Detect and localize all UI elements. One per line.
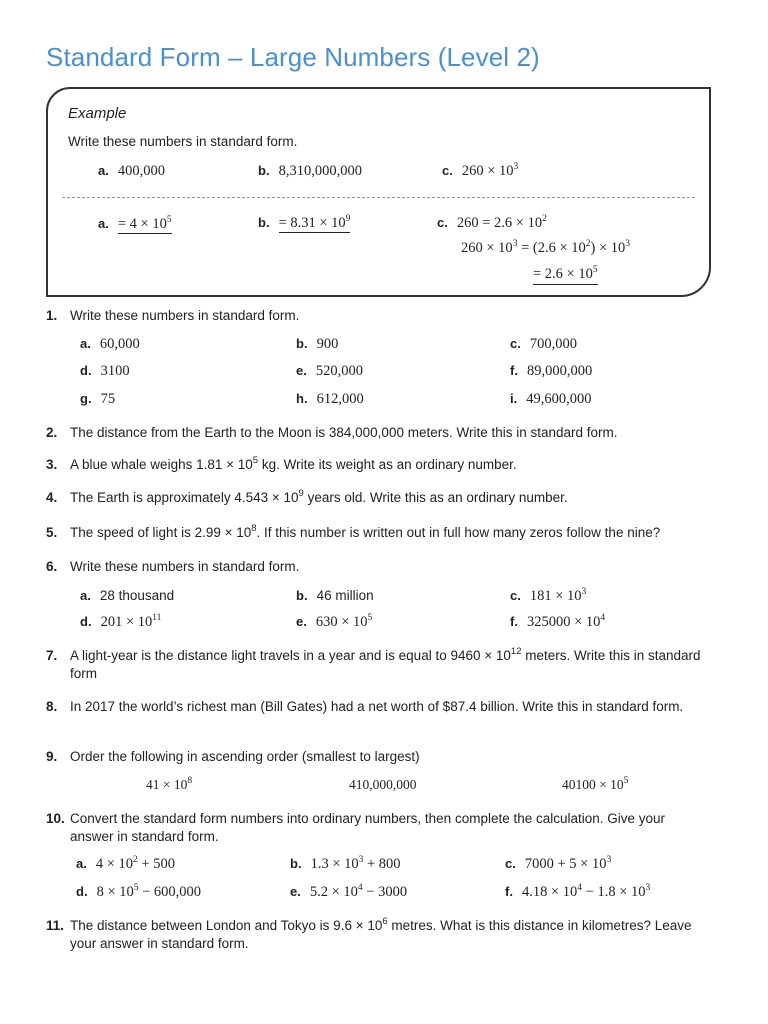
question-2: 2. The distance from the Earth to the Moon is 384,000,000 meters. Write this in standard form. [46, 425, 618, 440]
question-4: 4. The Earth is approximately $4.543 \times 10^9$ years old. Write this as an ordinary number. [46, 488, 568, 505]
q1-item-d: d. 3100 [80, 363, 130, 379]
example-question-b: b. 8,310,000,000 [258, 163, 362, 179]
q1-item-a: a. 60,000 [80, 336, 140, 352]
question-8: 8. In 2017 the world’s richest man (Bill Gates) had a net worth of $87.4 billion. Write this in standard form. [46, 699, 684, 714]
q9-value-2: 410,000,000 [349, 777, 417, 792]
example-box [46, 87, 711, 297]
q6-item-d: d. $201 \times 10^{11}$ [80, 613, 162, 630]
example-answer-c-line3: = $2.6 \times 10^5$ [533, 266, 598, 285]
page-title: Standard Form – Large Numbers (Level 2) [46, 42, 540, 72]
q9-value-3: $40100 \times 10^5$ [562, 776, 629, 792]
example-answer-a: a. = $4 \times 10^5$ [98, 215, 172, 232]
example-heading: Example [68, 105, 127, 122]
q10-item-c: c. $7000 + 5 \times 10^3$ [505, 855, 612, 872]
question-11: 11. The distance between London and Tokyo is $9.6 \times 10^6$ metres. What is this distance in kilometres? Leave your answer in standard form. [46, 916, 692, 951]
example-answer-b: b. = $8.31 \times 10^9$ [258, 214, 351, 231]
q6-item-a: a. 28 thousand [80, 588, 175, 603]
example-answer-c-line2: $260 \times 10^3 = (2.6 \times 10^2) \times 10^3$ [461, 239, 631, 256]
q1-item-e: e. 520,000 [296, 363, 363, 379]
q9-value-1: $41 \times 10^8$ [146, 776, 193, 792]
example-divider [62, 197, 695, 198]
example-question-a: a. 400,000 [98, 163, 165, 179]
q10-item-e: e. $5.2 \times 10^4 - 3000$ [290, 883, 408, 900]
q10-item-f: f. $4.18 \times 10^4 - 1.8 \times 10^3$ [505, 883, 651, 900]
question-6: 6. Write these numbers in standard form. [46, 559, 300, 574]
question-1: 1. Write these numbers in standard form. [46, 308, 300, 323]
q6-item-b: b. 46 million [296, 588, 374, 603]
q10-item-a: a. $4 \times 10^2 + 500$ [76, 855, 175, 872]
q1-item-f: f. 89,000,000 [510, 363, 593, 379]
question-5: 5. The speed of light is $2.99 \times 10^8$. If this number is written out in full how many zeros follow the nine? [46, 523, 661, 540]
q10-item-b: b. $1.3 \times 10^3 + 800$ [290, 855, 401, 872]
q6-item-e: e. $630 \times 10^5$ [296, 613, 373, 630]
q6-item-c: c. $181 \times 10^3$ [510, 587, 587, 604]
q1-item-g: g. 75 [80, 391, 116, 407]
example-question-c: c. $260 \times 10^3$ [442, 162, 519, 179]
q6-item-f: f. $325000 \times 10^4$ [510, 613, 606, 630]
q1-item-h: h. 612,000 [296, 391, 364, 407]
example-answer-c: c. $260 = 2.6 \times 10^2$ [437, 214, 547, 231]
q10-item-d: d. $8 \times 10^5 - 600,000$ [76, 883, 202, 900]
q1-item-i: i. 49,600,000 [510, 391, 592, 407]
example-instruction: Write these numbers in standard form. [68, 134, 298, 149]
question-7: 7. A light-year is the distance light travels in a year and is equal to $9460 \times 10^{12}$ meters. Write this in standard form [46, 646, 701, 681]
question-9: 9. Order the following in ascending order (smallest to largest) [46, 749, 420, 764]
q1-item-c: c. 700,000 [510, 336, 577, 352]
question-3: 3. A blue whale weighs $1.81 \times 10^5$ kg. Write its weight as an ordinary number. [46, 455, 517, 472]
q1-item-b: b. 900 [296, 336, 339, 352]
question-10: 10. Convert the standard form numbers into ordinary numbers, then complete the calculation. Give your answer in standard form. [46, 811, 666, 844]
